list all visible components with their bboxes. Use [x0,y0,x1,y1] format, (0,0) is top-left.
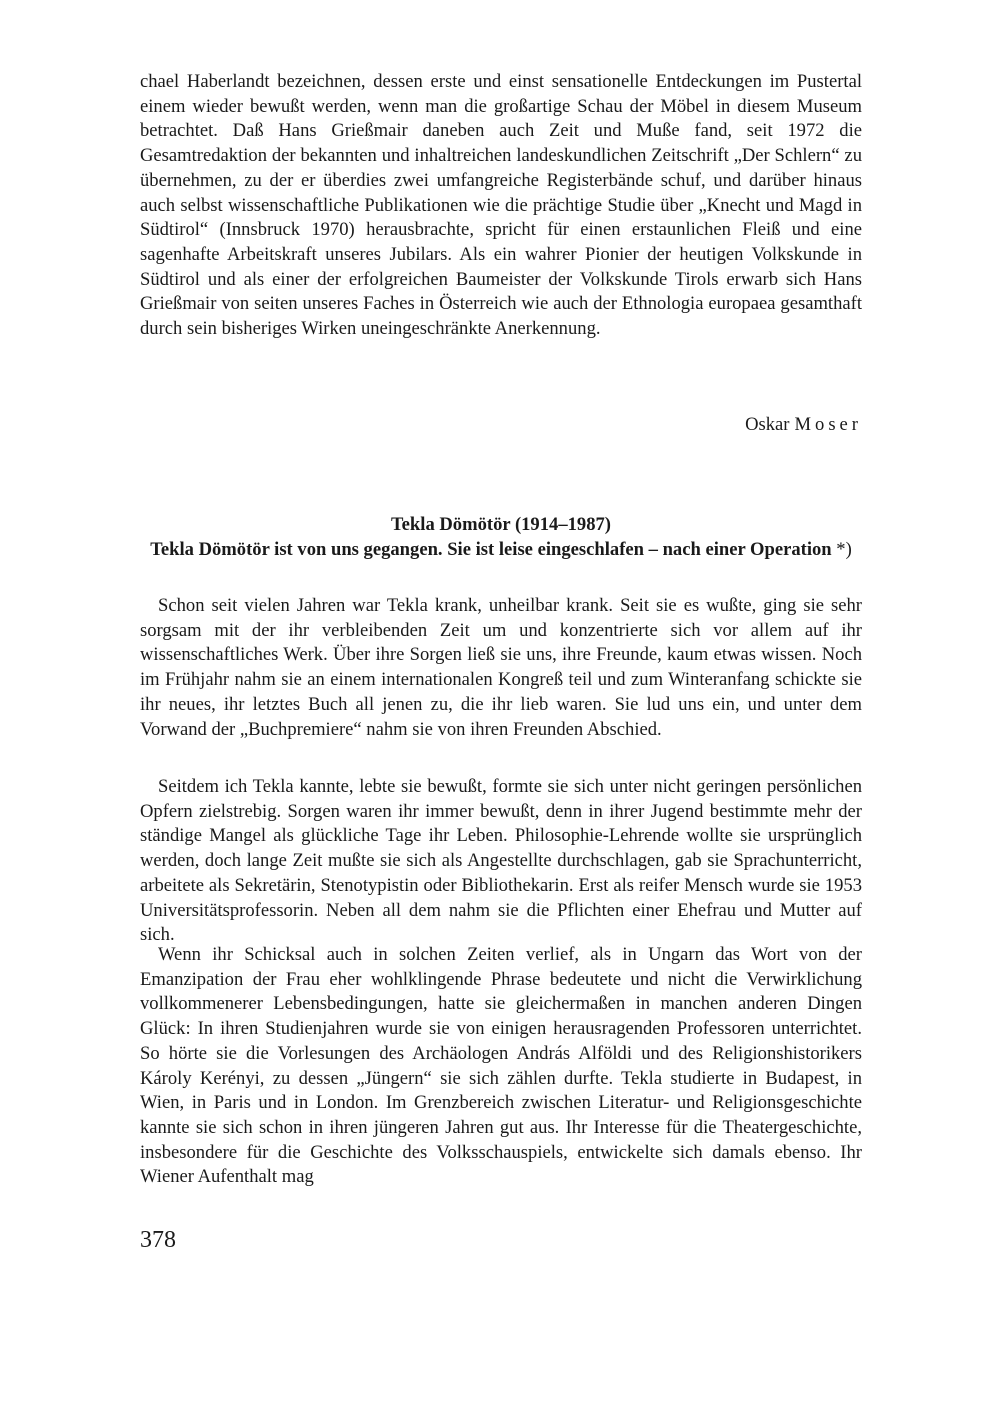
obituary-paragraph-1: Schon seit vielen Jahren war Tekla krank, unheilbar krank. Seit sie es wußte, ging sie sehr sorgsam mit der ihr verbleibenden Zeit um und konzentrierte sich vor allem auf ihr wissenschaftliches Werk. Über ihre Sorgen ließ sie uns, ihre Freunde, kaum etwas wissen. Noch im Frühjahr nahm sie an einem internationalen Kongreß teil und zum Winteranfang schickte sie ihr neues, ihr letztes Buch all jenen zu, die ihr lieb waren. Sie lud uns ein, und unter dem Vorwand der „Buchpremiere“ nahm sie von ihren Freunden Abschied. [140,595,862,740]
footnote-marker: *) [836,538,852,560]
previous-article-closing-paragraph: chael Haberlandt bezeichnen, dessen erste und einst sensationelle Entdeckungen im Pustertal einem wieder bewußt werden, wenn man die großartige Schau der Möbel in diesem Museum betrachtet. Daß Hans Grießmair daneben auch Zeit und Muße fand, seit 1972 die Gesamtredaktion der bekannten und inhaltreichen landeskundlichen Zeitschrift „Der Schlern“ zu übernehmen, zu der er überdies zwei umfangreiche Registerbände schuf, und darüber hinaus auch selbst wissenschaftliche Publikationen wie die prächtige Studie über „Knecht und Magd in Südtirol“ (Innsbruck 1970) herausbrachte, spricht für einen erstaunlichen Fleiß und eine sagenhafte Arbeitskraft unseres Jubilars. Als ein wahrer Pionier der heutigen Volkskunde in Südtirol und als einer der erfolgreichen Baumeister der Volkskunde Tirols erwarb sich Hans Grießmair von seiten unseres Faches in Österreich wie auch der Ethnologia europaea gesamthaft durch sein bisheriges Wirken uneingeschränkte Anerkennung. [140,71,862,340]
obituary-subtitle [140,538,862,563]
obituary-title: Tekla Dömötör (1914–1987) [390,514,612,535]
author-last-name: Moser [794,414,862,435]
author-signature [745,413,862,438]
obituary-heading [140,513,862,562]
obituary-subtitle-text: Tekla Dömötör ist von uns gegangen. Sie ist leise eingeschlafen – nach einer Operation [150,538,832,560]
page-number: 378 [140,1227,176,1253]
obituary-paragraph-2: Seitdem ich Tekla kannte, lebte sie bewußt, formte sie sich unter nicht geringen persönlichen Opfern zielstrebig. Sorgen waren ihr immer bewußt, denn in ihrer Jugend bestimmte mehr der ständige Mangel als glückliche Tage ihr Leben. Philosophie-Lehrende wollte sie ursprünglich werden, doch lange Zeit mußte sie sich als Angestellte durchschlagen, gab sie Sprachunterricht, arbeitete als Sekretärin, Stenotypistin oder Bibliothekarin. Erst als reifer Mensch wurde sie 1953 Universitätsprofessorin. Neben all dem nahm sie die Pflichten einer Ehefrau und Mutter auf sich. [140,776,862,946]
author-first-name: Oskar [745,414,790,435]
obituary-paragraph-3: Wenn ihr Schicksal auch in solchen Zeiten verlief, als in Ungarn das Wort von der Emanzipation der Frau eher wohlklingende Phrase bedeutete und nicht die Verwirklichung vollkommenerer Lebensbedingungen, hatte sie gleichermaßen in manchen anderen Dingen Glück: In ihren Studienjahren wurde sie von einigen herausragenden Professoren unterrichtet. So hörte sie die Vorlesungen des Archäologen András Alföldi und des Religionshistorikers Károly Kerényi, zu dessen „Jüngern“ sie sich zählen durfte. Tekla studierte in Budapest, in Wien, in Paris und in London. Im Grenzbereich zwischen Literatur- und Religionsgeschichte kannte sie sich schon in ihren jüngeren Jahren gut aus. Ihr Interesse für die Theatergeschichte, insbesondere für die Geschichte des Volksschauspiels, entwickelte sich damals ebenso. Ihr Wiener Aufenthalt mag [140,944,862,1188]
